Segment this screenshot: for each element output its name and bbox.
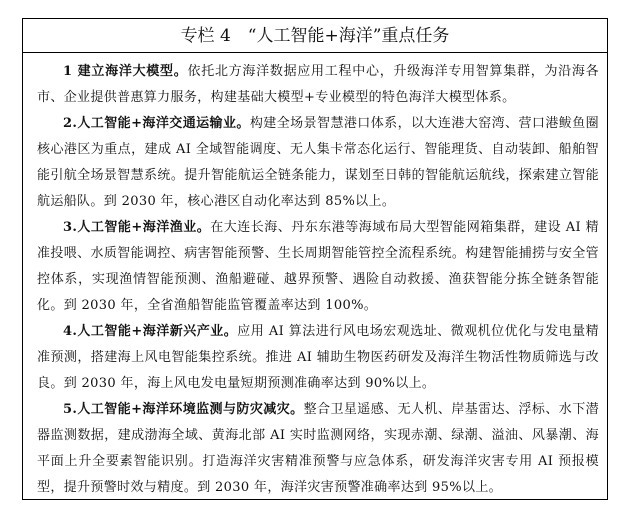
task-item xyxy=(37,111,599,215)
task-heading: 1 建立海洋大模型。 xyxy=(63,64,188,79)
task-body: 整合卫星遥感、无人机、岸基雷达、浮标、水下潜器监测数据，建成渤海全域、黄海北部 AI 实时监测网络，实现赤潮、绿潮、溢油、风暴潮、海平面上升全要素智能识别。打造海洋灾害精准预警与应急体系，研发海洋灾害专用 AI 预报模型，提升预警时效与精度。到 2030 年，海洋灾害预警准确率达到 95%以上。 xyxy=(37,402,599,495)
task-item xyxy=(37,397,599,501)
task-body: 依托北方海洋数据应用工程中心，升级海洋专用智算集群，为沿海各市、企业提供普惠算力服务，构建基础大模型+专业模型的特色海洋大模型体系。 xyxy=(37,64,599,105)
task-body: 应用 AI 算法进行风电场宏观选址、微观机位优化与发电量精准预测，搭建海上风电智能集控系统。推进 AI 辅助生物医药研发及海洋生物活性物质筛选与改良。到 2030 年，海上风电发电量短期预测准确率达到 90%以上。 xyxy=(37,324,599,391)
task-heading: 4.人工智能+海洋新兴产业。 xyxy=(63,324,238,339)
task-heading: 5.人工智能+海洋环境监测与防灾减灾。 xyxy=(63,402,304,417)
task-item xyxy=(37,215,599,319)
task-body: 构建全场景智慧港口体系，以大连港大窑湾、营口港鲅鱼圈核心港区为重点，建成 AI 全域智能调度、无人集卡常态化运行、智能理货、自动装卸、船舶智能引航全场景智慧系统。提升智能航运全链条能力，谋划至日韩的智能航运航线，探索建立智能航运船队。到 2030 年，核心港区自动化率达到 85%以上。 xyxy=(37,116,599,209)
feature-box xyxy=(22,18,608,500)
box-content xyxy=(23,53,607,501)
box-title: 专栏 4 “人工智能+海洋”重点任务 xyxy=(23,19,607,53)
task-item xyxy=(37,59,599,111)
task-heading: 2.人工智能+海洋交通运输业。 xyxy=(63,116,250,131)
task-body: 在大连长海、丹东东港等海域布局大型智能网箱集群，建设 AI 精准投喂、水质智能调控、病害智能预警、生长周期智能管控全流程系统。构建智能捕捞与安全管控体系，实现渔情智能预测、渔船避碰、越界预警、遇险自动救援、渔获智能分拣全链条智能化。到 2030 年，全省渔船智能监管覆盖率达到 100%。 xyxy=(37,220,600,313)
task-item xyxy=(37,319,599,397)
task-heading: 3.人工智能+海洋渔业。 xyxy=(63,220,211,235)
